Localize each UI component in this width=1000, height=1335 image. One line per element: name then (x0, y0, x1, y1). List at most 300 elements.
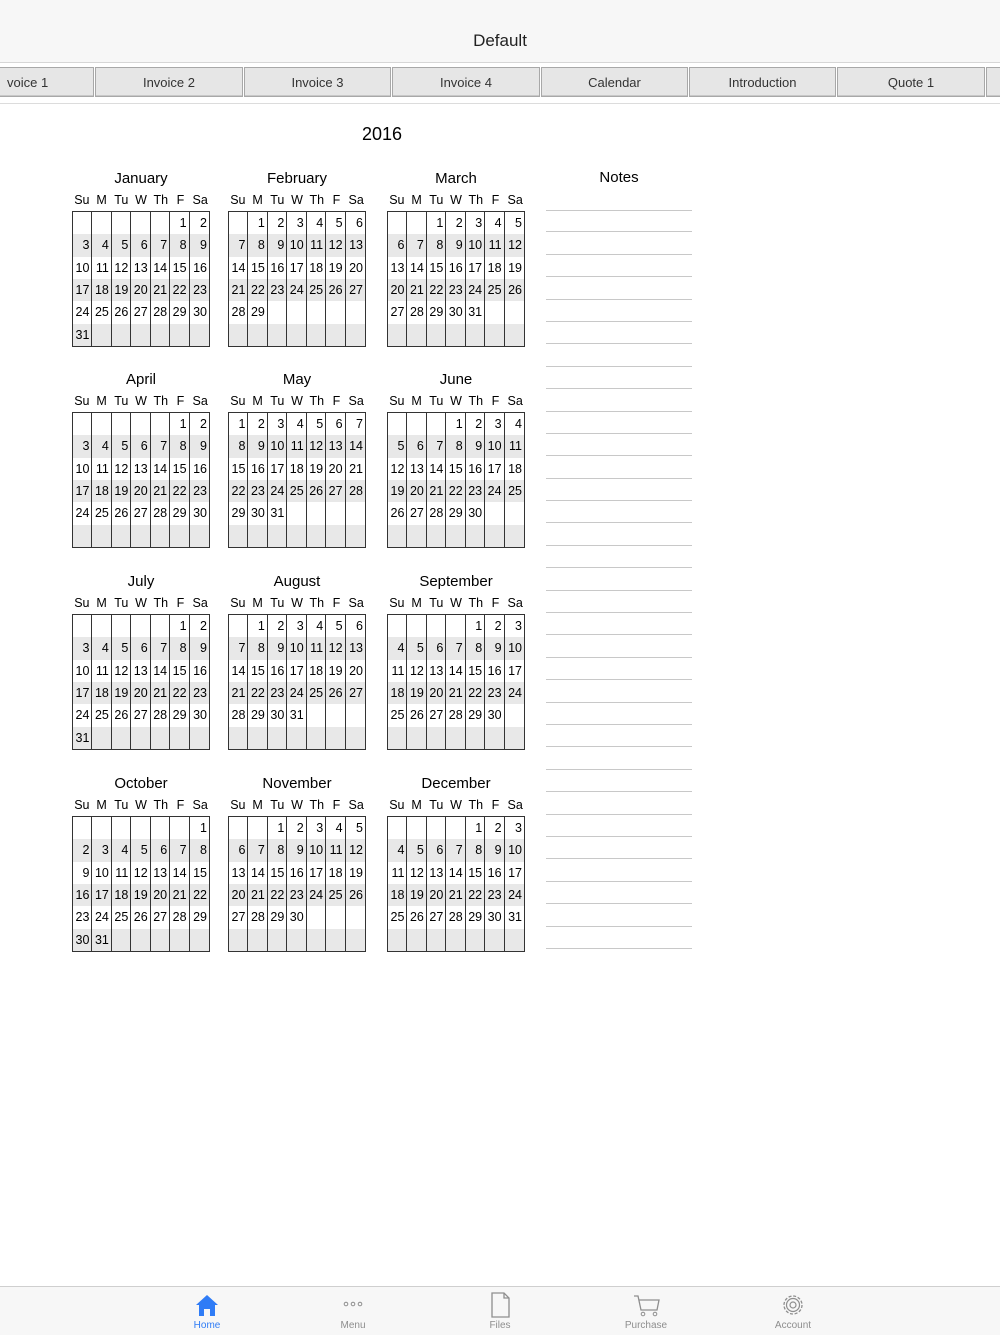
day-cell[interactable]: 31 (73, 324, 92, 346)
day-cell[interactable]: 4 (307, 212, 326, 234)
day-cell[interactable] (287, 525, 306, 547)
day-cell[interactable]: 22 (170, 279, 189, 301)
day-cell[interactable] (131, 413, 150, 435)
day-cell[interactable]: 9 (190, 234, 209, 256)
day-cell[interactable] (346, 906, 365, 928)
day-cell[interactable]: 24 (307, 884, 326, 906)
note-line[interactable] (546, 725, 692, 747)
day-cell[interactable] (446, 324, 465, 346)
day-cell[interactable] (346, 929, 365, 951)
day-cell[interactable] (388, 525, 407, 547)
day-cell[interactable]: 19 (307, 458, 326, 480)
day-cell[interactable] (229, 615, 248, 637)
day-cell[interactable]: 11 (92, 458, 111, 480)
day-cell[interactable]: 21 (427, 480, 446, 502)
day-cell[interactable] (92, 324, 111, 346)
day-cell[interactable]: 12 (307, 435, 326, 457)
day-cell[interactable] (505, 324, 524, 346)
day-cell[interactable] (73, 525, 92, 547)
day-cell[interactable] (190, 525, 209, 547)
day-cell[interactable] (229, 324, 248, 346)
day-cell[interactable] (326, 906, 345, 928)
day-cell[interactable]: 10 (505, 637, 524, 659)
day-cell[interactable]: 13 (131, 458, 150, 480)
day-cell[interactable]: 2 (200, 417, 207, 431)
day-cell[interactable]: 31 (466, 301, 485, 323)
day-cell[interactable] (229, 929, 248, 951)
day-cell[interactable]: 9 (466, 435, 485, 457)
day-cell[interactable]: 1 (466, 615, 485, 637)
day-cell[interactable]: 7 (151, 234, 170, 256)
day-cell[interactable]: 4 (515, 417, 522, 431)
day-cell[interactable]: 5 (112, 637, 131, 659)
day-cell[interactable]: 22 (229, 480, 248, 502)
day-cell[interactable]: 23 (190, 279, 209, 301)
day-cell[interactable] (326, 525, 345, 547)
day-cell[interactable] (248, 727, 267, 749)
day-cell[interactable]: 11 (92, 257, 111, 279)
day-cell[interactable]: 16 (73, 884, 92, 906)
note-line[interactable] (546, 815, 692, 837)
day-cell[interactable] (229, 727, 248, 749)
day-cell[interactable] (446, 817, 465, 839)
day-cell[interactable]: 12 (505, 234, 524, 256)
day-cell[interactable]: 28 (151, 704, 170, 726)
day-cell[interactable]: 30 (485, 704, 504, 726)
day-cell[interactable]: 29 (229, 502, 248, 524)
note-line[interactable] (546, 479, 692, 501)
day-cell[interactable] (407, 615, 426, 637)
day-cell[interactable]: 1 (268, 817, 287, 839)
day-cell[interactable]: 5 (407, 839, 426, 861)
day-cell[interactable]: 2 (466, 413, 485, 435)
day-cell[interactable]: 4 (92, 234, 111, 256)
day-cell[interactable]: 9 (190, 637, 209, 659)
day-cell[interactable]: 13 (346, 637, 365, 659)
day-cell[interactable] (307, 929, 326, 951)
note-line[interactable] (546, 412, 692, 434)
day-cell[interactable]: 16 (485, 660, 504, 682)
day-cell[interactable]: 30 (193, 305, 207, 320)
day-cell[interactable]: 20 (151, 884, 170, 906)
day-cell[interactable]: 23 (287, 884, 306, 906)
day-cell[interactable]: 4 (388, 839, 407, 861)
day-cell[interactable]: 22 (170, 480, 189, 502)
day-cell[interactable]: 11 (307, 234, 326, 256)
day-cell[interactable]: 30 (193, 708, 207, 723)
day-cell[interactable]: 29 (248, 704, 267, 726)
day-cell[interactable] (505, 301, 524, 323)
day-cell[interactable] (92, 817, 111, 839)
tab-overflow[interactable] (986, 67, 1000, 97)
day-cell[interactable]: 21 (446, 682, 465, 704)
day-cell[interactable]: 21 (407, 279, 426, 301)
day-cell[interactable]: 4 (307, 615, 326, 637)
day-cell[interactable]: 9 (287, 839, 306, 861)
day-cell[interactable] (190, 929, 209, 951)
day-cell[interactable]: 23 (190, 682, 209, 704)
note-line[interactable] (546, 837, 692, 859)
day-cell[interactable] (248, 525, 267, 547)
day-cell[interactable]: 17 (73, 480, 92, 502)
tab-invoice-1[interactable]: voice 1 (0, 67, 94, 97)
day-cell[interactable]: 18 (388, 884, 407, 906)
nav-account[interactable] (753, 1287, 833, 1335)
tab-calendar[interactable]: Calendar (541, 67, 688, 97)
day-cell[interactable]: 26 (407, 906, 426, 928)
day-cell[interactable] (407, 727, 426, 749)
day-cell[interactable]: 15 (446, 458, 465, 480)
day-cell[interactable]: 27 (346, 682, 365, 704)
note-line[interactable] (546, 255, 692, 277)
day-cell[interactable] (287, 929, 306, 951)
day-cell[interactable]: 11 (388, 660, 407, 682)
day-cell[interactable]: 13 (131, 257, 150, 279)
day-cell[interactable]: 31 (287, 704, 306, 726)
note-line[interactable] (546, 456, 692, 478)
day-cell[interactable]: 2 (268, 212, 287, 234)
day-cell[interactable]: 14 (427, 458, 446, 480)
day-cell[interactable]: 25 (307, 279, 326, 301)
day-cell[interactable]: 5 (407, 637, 426, 659)
note-line[interactable] (546, 277, 692, 299)
day-cell[interactable]: 23 (466, 480, 485, 502)
day-cell[interactable] (112, 413, 131, 435)
day-cell[interactable] (427, 324, 446, 346)
day-cell[interactable]: 22 (268, 884, 287, 906)
day-cell[interactable]: 19 (326, 660, 345, 682)
day-cell[interactable]: 2 (200, 216, 207, 230)
day-cell[interactable]: 23 (485, 682, 504, 704)
day-cell[interactable]: 17 (485, 458, 504, 480)
day-cell[interactable]: 8 (446, 435, 465, 457)
day-cell[interactable]: 23 (190, 480, 209, 502)
day-cell[interactable]: 10 (73, 660, 92, 682)
day-cell[interactable]: 16 (268, 660, 287, 682)
day-cell[interactable] (229, 817, 248, 839)
tab-invoice-3[interactable]: Invoice 3 (244, 67, 391, 97)
day-cell[interactable]: 29 (170, 502, 189, 524)
day-cell[interactable] (446, 525, 465, 547)
day-cell[interactable]: 20 (427, 682, 446, 704)
day-cell[interactable]: 9 (485, 839, 504, 861)
day-cell[interactable]: 1 (427, 212, 446, 234)
day-cell[interactable]: 21 (151, 682, 170, 704)
day-cell[interactable]: 7 (446, 637, 465, 659)
day-cell[interactable] (151, 817, 170, 839)
day-cell[interactable]: 14 (151, 257, 170, 279)
day-cell[interactable]: 23 (268, 682, 287, 704)
day-cell[interactable]: 12 (131, 862, 150, 884)
day-cell[interactable]: 24 (287, 682, 306, 704)
day-cell[interactable] (505, 525, 524, 547)
day-cell[interactable]: 24 (505, 884, 524, 906)
day-cell[interactable]: 30 (287, 906, 306, 928)
day-cell[interactable]: 23 (73, 906, 92, 928)
day-cell[interactable]: 8 (248, 637, 267, 659)
note-line[interactable] (546, 501, 692, 523)
day-cell[interactable]: 22 (190, 884, 209, 906)
day-cell[interactable]: 29 (446, 502, 465, 524)
day-cell[interactable]: 1 (466, 817, 485, 839)
day-cell[interactable] (151, 525, 170, 547)
note-line[interactable] (546, 210, 692, 232)
note-line[interactable] (546, 568, 692, 590)
day-cell[interactable]: 24 (92, 906, 111, 928)
day-cell[interactable]: 9 (268, 637, 287, 659)
day-cell[interactable]: 21 (229, 682, 248, 704)
day-cell[interactable]: 30 (248, 502, 267, 524)
day-cell[interactable]: 16 (193, 663, 207, 678)
day-cell[interactable] (307, 525, 326, 547)
day-cell[interactable]: 26 (407, 704, 426, 726)
day-cell[interactable]: 31 (73, 727, 92, 749)
day-cell[interactable]: 27 (427, 704, 446, 726)
day-cell[interactable]: 22 (427, 279, 446, 301)
tab-quote-1[interactable]: Quote 1 (837, 67, 985, 97)
day-cell[interactable] (307, 324, 326, 346)
day-cell[interactable]: 25 (92, 502, 111, 524)
day-cell[interactable]: 15 (170, 458, 189, 480)
day-cell[interactable]: 16 (446, 257, 465, 279)
day-cell[interactable]: 30 (466, 502, 485, 524)
day-cell[interactable]: 15 (193, 865, 207, 880)
day-cell[interactable]: 28 (229, 301, 248, 323)
day-cell[interactable]: 10 (307, 839, 326, 861)
day-cell[interactable]: 5 (112, 435, 131, 457)
day-cell[interactable]: 30 (73, 929, 92, 951)
day-cell[interactable] (112, 615, 131, 637)
day-cell[interactable]: 12 (326, 234, 345, 256)
day-cell[interactable] (131, 525, 150, 547)
day-cell[interactable]: 6 (326, 413, 345, 435)
tab-invoice-4[interactable]: Invoice 4 (392, 67, 540, 97)
day-cell[interactable]: 18 (326, 862, 345, 884)
day-cell[interactable]: 12 (326, 637, 345, 659)
day-cell[interactable]: 6 (131, 435, 150, 457)
day-cell[interactable]: 6 (356, 619, 363, 633)
day-cell[interactable] (388, 929, 407, 951)
day-cell[interactable]: 22 (248, 682, 267, 704)
day-cell[interactable]: 7 (427, 435, 446, 457)
day-cell[interactable] (307, 704, 326, 726)
day-cell[interactable] (170, 929, 189, 951)
day-cell[interactable]: 13 (427, 660, 446, 682)
day-cell[interactable] (112, 525, 131, 547)
day-cell[interactable]: 30 (268, 704, 287, 726)
day-cell[interactable]: 17 (73, 279, 92, 301)
day-cell[interactable] (131, 615, 150, 637)
day-cell[interactable]: 2 (485, 817, 504, 839)
day-cell[interactable]: 16 (193, 461, 207, 476)
day-cell[interactable]: 20 (427, 884, 446, 906)
note-line[interactable] (546, 591, 692, 613)
day-cell[interactable]: 14 (151, 458, 170, 480)
day-cell[interactable]: 24 (466, 279, 485, 301)
day-cell[interactable]: 14 (229, 257, 248, 279)
day-cell[interactable] (151, 727, 170, 749)
day-cell[interactable]: 2 (287, 817, 306, 839)
day-cell[interactable]: 3 (515, 821, 522, 835)
day-cell[interactable] (248, 324, 267, 346)
day-cell[interactable]: 14 (248, 862, 267, 884)
day-cell[interactable]: 27 (131, 704, 150, 726)
day-cell[interactable]: 2 (200, 619, 207, 633)
day-cell[interactable]: 12 (407, 862, 426, 884)
day-cell[interactable]: 6 (229, 839, 248, 861)
day-cell[interactable] (485, 929, 504, 951)
day-cell[interactable]: 8 (170, 234, 189, 256)
day-cell[interactable]: 20 (131, 279, 150, 301)
day-cell[interactable]: 16 (287, 862, 306, 884)
day-cell[interactable]: 3 (466, 212, 485, 234)
day-cell[interactable] (248, 817, 267, 839)
day-cell[interactable]: 29 (193, 910, 207, 925)
day-cell[interactable]: 12 (112, 660, 131, 682)
note-line[interactable] (546, 792, 692, 814)
day-cell[interactable] (388, 727, 407, 749)
day-cell[interactable] (388, 817, 407, 839)
day-cell[interactable]: 26 (505, 279, 524, 301)
day-cell[interactable] (268, 301, 287, 323)
day-cell[interactable]: 22 (170, 682, 189, 704)
day-cell[interactable]: 4 (112, 839, 131, 861)
tab-introduction[interactable]: Introduction (689, 67, 836, 97)
day-cell[interactable]: 17 (268, 458, 287, 480)
day-cell[interactable]: 10 (287, 637, 306, 659)
day-cell[interactable] (346, 525, 365, 547)
day-cell[interactable] (485, 324, 504, 346)
note-line[interactable] (546, 434, 692, 456)
day-cell[interactable]: 5 (131, 839, 150, 861)
day-cell[interactable]: 9 (248, 435, 267, 457)
day-cell[interactable]: 28 (229, 704, 248, 726)
day-cell[interactable]: 10 (287, 234, 306, 256)
day-cell[interactable]: 25 (388, 704, 407, 726)
day-cell[interactable] (151, 929, 170, 951)
day-cell[interactable]: 12 (407, 660, 426, 682)
day-cell[interactable]: 15 (248, 257, 267, 279)
day-cell[interactable]: 10 (466, 234, 485, 256)
day-cell[interactable]: 22 (248, 279, 267, 301)
day-cell[interactable] (131, 212, 150, 234)
day-cell[interactable] (326, 727, 345, 749)
day-cell[interactable]: 22 (466, 682, 485, 704)
note-line[interactable] (546, 322, 692, 344)
day-cell[interactable]: 1 (170, 615, 189, 637)
day-cell[interactable]: 15 (466, 660, 485, 682)
day-cell[interactable]: 3 (73, 637, 92, 659)
day-cell[interactable] (112, 324, 131, 346)
note-line[interactable] (546, 635, 692, 657)
day-cell[interactable]: 1 (248, 212, 267, 234)
day-cell[interactable]: 13 (131, 660, 150, 682)
day-cell[interactable]: 7 (229, 637, 248, 659)
day-cell[interactable]: 19 (407, 682, 426, 704)
day-cell[interactable]: 10 (73, 257, 92, 279)
day-cell[interactable]: 19 (112, 279, 131, 301)
day-cell[interactable]: 8 (229, 435, 248, 457)
day-cell[interactable]: 31 (508, 910, 522, 925)
day-cell[interactable]: 25 (485, 279, 504, 301)
note-line[interactable] (546, 389, 692, 411)
day-cell[interactable] (346, 727, 365, 749)
day-cell[interactable]: 29 (170, 301, 189, 323)
day-cell[interactable] (92, 727, 111, 749)
day-cell[interactable] (388, 212, 407, 234)
day-cell[interactable] (92, 615, 111, 637)
day-cell[interactable]: 17 (287, 660, 306, 682)
day-cell[interactable] (427, 727, 446, 749)
day-cell[interactable]: 7 (170, 839, 189, 861)
day-cell[interactable]: 21 (170, 884, 189, 906)
day-cell[interactable]: 11 (505, 435, 524, 457)
day-cell[interactable]: 23 (446, 279, 465, 301)
day-cell[interactable]: 27 (346, 279, 365, 301)
day-cell[interactable] (229, 212, 248, 234)
day-cell[interactable]: 14 (170, 862, 189, 884)
note-line[interactable] (546, 344, 692, 366)
day-cell[interactable]: 15 (466, 862, 485, 884)
day-cell[interactable]: 19 (131, 884, 150, 906)
day-cell[interactable]: 28 (446, 906, 465, 928)
day-cell[interactable] (446, 615, 465, 637)
day-cell[interactable]: 1 (446, 413, 465, 435)
day-cell[interactable]: 24 (485, 480, 504, 502)
day-cell[interactable]: 20 (131, 480, 150, 502)
day-cell[interactable]: 31 (92, 929, 111, 951)
day-cell[interactable] (407, 929, 426, 951)
day-cell[interactable]: 16 (248, 458, 267, 480)
day-cell[interactable]: 3 (485, 413, 504, 435)
day-cell[interactable]: 4 (92, 435, 111, 457)
day-cell[interactable] (268, 929, 287, 951)
day-cell[interactable]: 1 (229, 413, 248, 435)
day-cell[interactable]: 5 (307, 413, 326, 435)
day-cell[interactable]: 11 (287, 435, 306, 457)
day-cell[interactable] (131, 324, 150, 346)
day-cell[interactable]: 5 (112, 234, 131, 256)
day-cell[interactable]: 26 (326, 682, 345, 704)
day-cell[interactable] (131, 929, 150, 951)
day-cell[interactable]: 20 (349, 260, 363, 275)
day-cell[interactable]: 15 (248, 660, 267, 682)
day-cell[interactable]: 14 (151, 660, 170, 682)
day-cell[interactable] (248, 929, 267, 951)
day-cell[interactable]: 13 (427, 862, 446, 884)
day-cell[interactable]: 14 (346, 435, 365, 457)
day-cell[interactable]: 21 (248, 884, 267, 906)
day-cell[interactable]: 12 (112, 257, 131, 279)
day-cell[interactable] (170, 817, 189, 839)
day-cell[interactable]: 5 (356, 821, 363, 835)
day-cell[interactable] (170, 324, 189, 346)
day-cell[interactable]: 29 (466, 906, 485, 928)
day-cell[interactable] (326, 324, 345, 346)
day-cell[interactable]: 24 (73, 502, 92, 524)
day-cell[interactable] (151, 324, 170, 346)
day-cell[interactable] (268, 324, 287, 346)
day-cell[interactable] (326, 704, 345, 726)
day-cell[interactable]: 10 (92, 862, 111, 884)
day-cell[interactable]: 30 (446, 301, 465, 323)
day-cell[interactable]: 12 (388, 458, 407, 480)
day-cell[interactable] (151, 212, 170, 234)
day-cell[interactable]: 4 (92, 637, 111, 659)
day-cell[interactable]: 26 (112, 301, 131, 323)
day-cell[interactable]: 25 (92, 704, 111, 726)
day-cell[interactable]: 25 (505, 480, 524, 502)
